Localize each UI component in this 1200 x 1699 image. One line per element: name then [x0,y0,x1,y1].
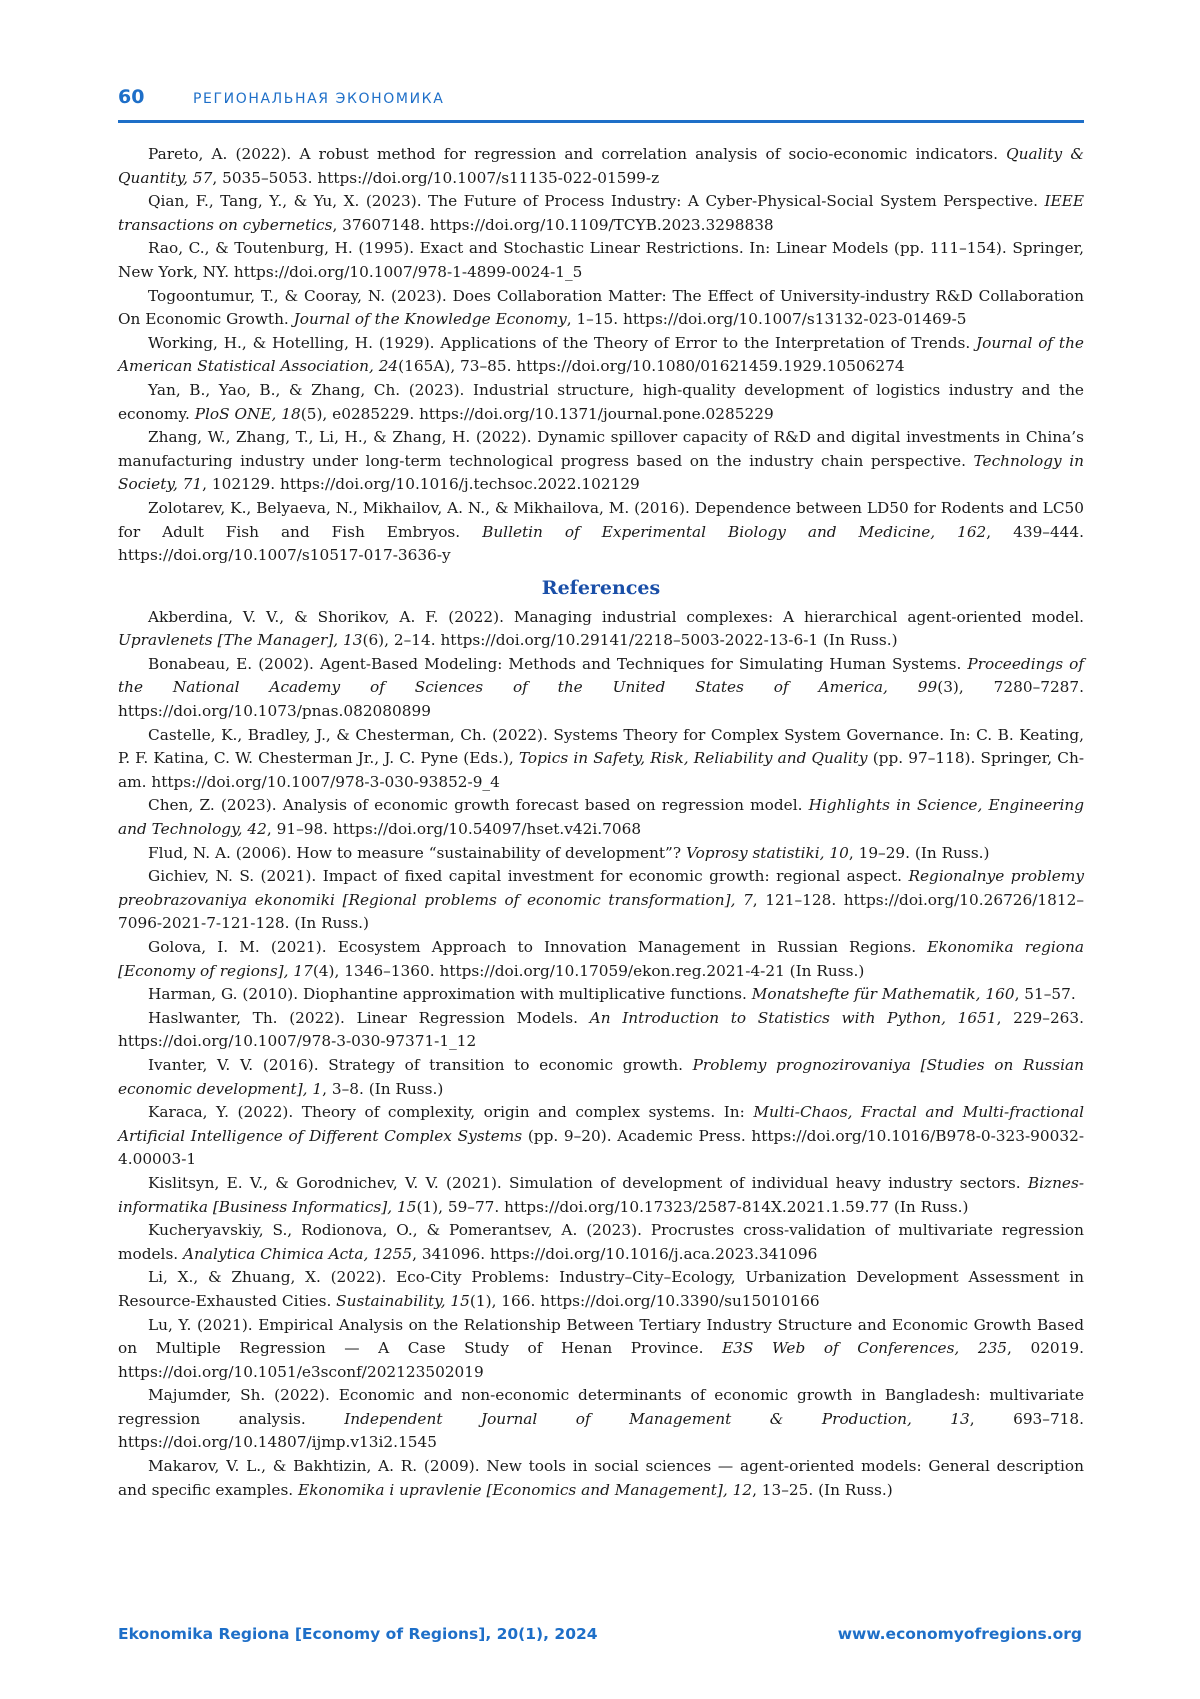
reference-entry [118,190,1084,237]
reference-text: Kucheryavskiy, S., Rodionova, O., & Pomerantsev, A. (2023). Procrustes cross-validation of multivariate regression models. [118,1221,1084,1263]
reference-source: Journal of the Knowledge Economy [293,310,567,329]
reference-entry [118,285,1084,332]
reference-entry [118,1007,1084,1054]
reference-entry [118,497,1084,568]
reference-entry [118,379,1084,426]
reference-entry [118,1455,1084,1502]
reference-details: , 02019. https://doi.org/10.1051/e3sconf/202123502019 [118,1339,1084,1381]
reference-entry [118,724,1084,795]
page-header [118,86,1084,123]
reference-text: Li, X., & Zhuang, X. (2022). Eco-City Problems: Industry–City–Ecology, Urbanization Development Assessment in Resource-Exhausted Cities. [118,1268,1084,1310]
reference-details: , 3–8. (In Russ.) [322,1079,444,1098]
reference-source: Problemy prognozirovaniya [Studies on Russian economic development], 1 [118,1055,1084,1098]
reference-text: Bonabeau, E. (2002). Agent-Based Modeling: Methods and Techniques for Simulating Human Systems. [148,654,968,673]
reference-text: Majumder, Sh. (2022). Economic and non-economic determinants of economic growth in Bangladesh: multivariate regression analysis. [118,1386,1084,1428]
reference-entry [118,794,1084,841]
reference-entry [118,237,1084,284]
reference-source: Highlights in Science, Engineering and Technology, 42 [118,796,1085,839]
reference-entry [118,332,1084,379]
reference-source: Journal of the American Statistical Association, 24 [118,333,1084,376]
reference-details: , 121–128. https://doi.org/10.26726/1812–7096-2021-7-121-128. (In Russ.) [118,890,1084,933]
reference-details: (1), 59–77. https://doi.org/10.17323/2587-814X.2021.1.59.77 (In Russ.) [416,1197,969,1216]
reference-source: Technology in Society, 71 [118,451,1084,494]
reference-source: Multi-Chaos, Fractal and Multi-fractional Artificial Intelligence of Different Complex Systems [118,1103,1084,1145]
bibliography-list-continued [118,143,1084,568]
reference-source: Analytica Chimica Acta, 1255 [183,1244,413,1263]
reference-source: E3S Web of Conferences, 235 [722,1339,1008,1358]
reference-details: , 693–718. https://doi.org/10.14807/ijmp.v13i2.1545 [118,1409,1085,1452]
footer-website-link[interactable]: www.economyofregions.org [837,1625,1082,1643]
reference-source: Ekonomika i upravlenie [Economics and Management], 12 [298,1480,753,1499]
reference-entry [118,1101,1084,1172]
reference-details: , 37607148. https://doi.org/10.1109/TCYB.2023.3298838 [332,215,774,234]
reference-text: Kislitsyn, E. V., & Gorodnichev, V. V. (2021). Simulation of development of individual heavy industry sectors. [148,1173,1028,1192]
reference-text: Harman, G. (2010). Diophantine approximation with multiplicative functions. [148,985,752,1004]
reference-text: Flud, N. A. (2006). How to measure “sustainability of development”? [148,843,686,862]
reference-details: , 341096. https://doi.org/10.1016/j.aca.2023.341096 [412,1244,818,1263]
reference-entry [118,1054,1084,1101]
reference-text: Haslwanter, Th. (2022). Linear Regression Models. [148,1008,590,1027]
reference-entry [118,426,1084,497]
reference-source: Sustainability, 15 [336,1291,470,1310]
reference-details: , 19–29. (In Russ.) [848,843,990,862]
reference-entry [118,1314,1084,1385]
reference-details: (1), 166. https://doi.org/10.3390/su15010166 [469,1291,820,1310]
reference-details: , 5035–5053. https://doi.org/10.1007/s11135-022-01599-z [212,168,660,187]
reference-details: , 13–25. (In Russ.) [752,1480,893,1499]
reference-source: Quality & Quantity, 57 [118,145,1084,187]
reference-text: Chen, Z. (2023). Analysis of economic growth forecast based on regression model. [148,796,809,815]
reference-details: (4), 1346–1360. https://doi.org/10.17059/ekon.reg.2021-4-21 (In Russ.) [312,961,865,980]
reference-text: Zhang, W., Zhang, T., Li, H., & Zhang, H. (2022). Dynamic spillover capacity of R&D and digital investments in China’s manufacturing industry under long-term technological progress based on the industry chain perspective. [118,428,1084,470]
reference-source: Voprosy statistiki, 10 [685,843,849,862]
reference-text: Pareto, A. (2022). A robust method for regression and correlation analysis of socio-economic indicators. [148,145,1007,163]
reference-source: Regionalnye problemy preobrazovaniya ekonomiki [Regional problems of economic transformation], 7 [118,867,1084,909]
reference-details: (5), e0285229. https://doi.org/10.1371/journal.pone.0285229 [300,404,774,423]
reference-details: , 1–15. https://doi.org/10.1007/s13132-023-01469-5 [566,310,967,329]
reference-source: Ekonomika regiona [Economy of regions], 17 [118,938,1084,980]
reference-text: Akberdina, V. V., & Shorikov, A. F. (2022). Managing industrial complexes: A hierarchical agent-oriented model. [148,607,1084,626]
reference-text: Ivanter, V. V. (2016). Strategy of transition to economic growth. [148,1055,693,1074]
reference-text: Zolotarev, K., Belyaeva, N., Mikhailov, A. N., & Mikhailova, M. (2016). Dependence between LD50 for Rodents and LC50 for Adult Fish and Fish Embryos. [118,498,1084,541]
reference-source: IEEE transactions on cybernetics [118,192,1084,234]
journal-title: РЕГИОНАЛЬНАЯ ЭКОНОМИКА [193,91,445,107]
reference-entry [118,143,1084,190]
reference-details: , 439–444. https://doi.org/10.1007/s10517-017-3636-y [118,522,1085,565]
reference-details: , 51–57. [1014,985,1076,1004]
reference-text: Qian, F., Tang, Y., & Yu, X. (2023). The Future of Process Industry: A Cyber-Physical-Social System Perspective. [148,192,1045,211]
reference-entry [118,1384,1084,1455]
reference-source: An Introduction to Statistics with Python, 1651 [589,1008,997,1027]
reference-source: Topics in Safety, Risk, Reliability and Quality [518,749,868,768]
reference-details: , 91–98. https://doi.org/10.54097/hset.v42i.7068 [266,820,642,839]
reference-entry [118,1172,1084,1219]
reference-entry [118,1266,1084,1313]
reference-entry [118,606,1084,653]
reference-source: Independent Journal of Management & Production, 13 [344,1409,970,1428]
reference-details: , 102129. https://doi.org/10.1016/j.techsoc.2022.102129 [202,475,640,494]
reference-details: , 229–263. https://doi.org/10.1007/978-3-030-97371-1_12 [118,1008,1085,1051]
reference-text: Yan, B., Yao, B., & Zhang, Ch. (2023). Industrial structure, high-quality development of logistics industry and the economy. [118,380,1084,423]
reference-entry [118,1219,1084,1266]
reference-source: PloS ONE, 18 [194,404,301,423]
reference-text: Rao, C., & Toutenburg, H. (1995). Exact and Stochastic Linear Restrictions. In: Linear Models (pp. 111–154). Springer, New York, NY. https://doi.org/10.1007/978-1-4899-0024-1_5 [118,239,1084,281]
reference-source: Monatshefte für Mathematik, 160 [751,985,1015,1004]
reference-text: Togoontumur, T., & Cooray, N. (2023). Does Collaboration Matter: The Effect of University-industry R&D Collaboration On Economic Growth. [118,286,1084,329]
references-list [118,606,1084,1503]
reference-text: Golova, I. M. (2021). Ecosystem Approach to Innovation Management in Russian Regions. [148,938,928,956]
reference-text: Makarov, V. L., & Bakhtizin, A. R. (2009). New tools in social sciences — agent-oriented models: General description and specific examples. [118,1457,1084,1499]
reference-details: (165A), 73–85. https://doi.org/10.1080/01621459.1929.10506274 [398,357,905,376]
reference-entry [118,842,1084,866]
references-heading: References [541,576,661,599]
reference-text: Lu, Y. (2021). Empirical Analysis on the Relationship Between Tertiary Industry Structure and Economic Growth Based on Multiple Regression — A Case Study of Henan Province. [118,1315,1084,1358]
reference-details: (pp. 9–20). Academic Press. https://doi.org/10.1016/B978-0-323-90032-4.00003-1 [118,1126,1084,1169]
footer-citation: Ekonomika Regiona [Economy of Regions], 20(1), 2024 [118,1625,598,1643]
reference-text: Castelle, K., Bradley, J., & Chesterman, Ch. (2022). Systems Theory for Complex System Governance. In: C. B. Keating, P. F. Katina, C. W. Chesterman Jr., J. C. Pyne (Eds.), [118,725,1084,768]
reference-source: Upravlenets [The Manager], 13 [118,631,363,650]
bibliography [118,143,1084,1502]
reference-text: Karaca, Y. (2022). Theory of complexity, origin and complex systems. In: [148,1103,754,1122]
reference-details: (3), 7280–7287. https://doi.org/10.1073/pnas.082080899 [118,678,1085,721]
reference-entry [118,983,1084,1007]
reference-source: Bulletin of Experimental Biology and Medicine, 162 [482,522,987,541]
reference-source: Proceedings of the National Academy of Sciences of the United States of America, 99 [118,654,1084,697]
reference-source: Biznes-informatika [Business Informatics], 15 [118,1173,1084,1216]
reference-entry [118,936,1084,983]
reference-details: (pp. 97–118). Springer, Ch-am. https://doi.org/10.1007/978-3-030-93852-9_4 [118,749,1085,791]
reference-details: (6), 2–14. https://doi.org/10.29141/2218–5003-2022-13-6-1 (In Russ.) [362,631,898,650]
reference-entry [118,865,1084,936]
reference-entry [118,653,1084,724]
reference-text: Gichiev, N. S. (2021). Impact of fixed capital investment for economic growth: regional aspect. [148,867,909,886]
page-number: 60 [118,86,145,108]
reference-text: Working, H., & Hotelling, H. (1929). Applications of the Theory of Error to the Interpretation of Trends. [148,333,977,352]
